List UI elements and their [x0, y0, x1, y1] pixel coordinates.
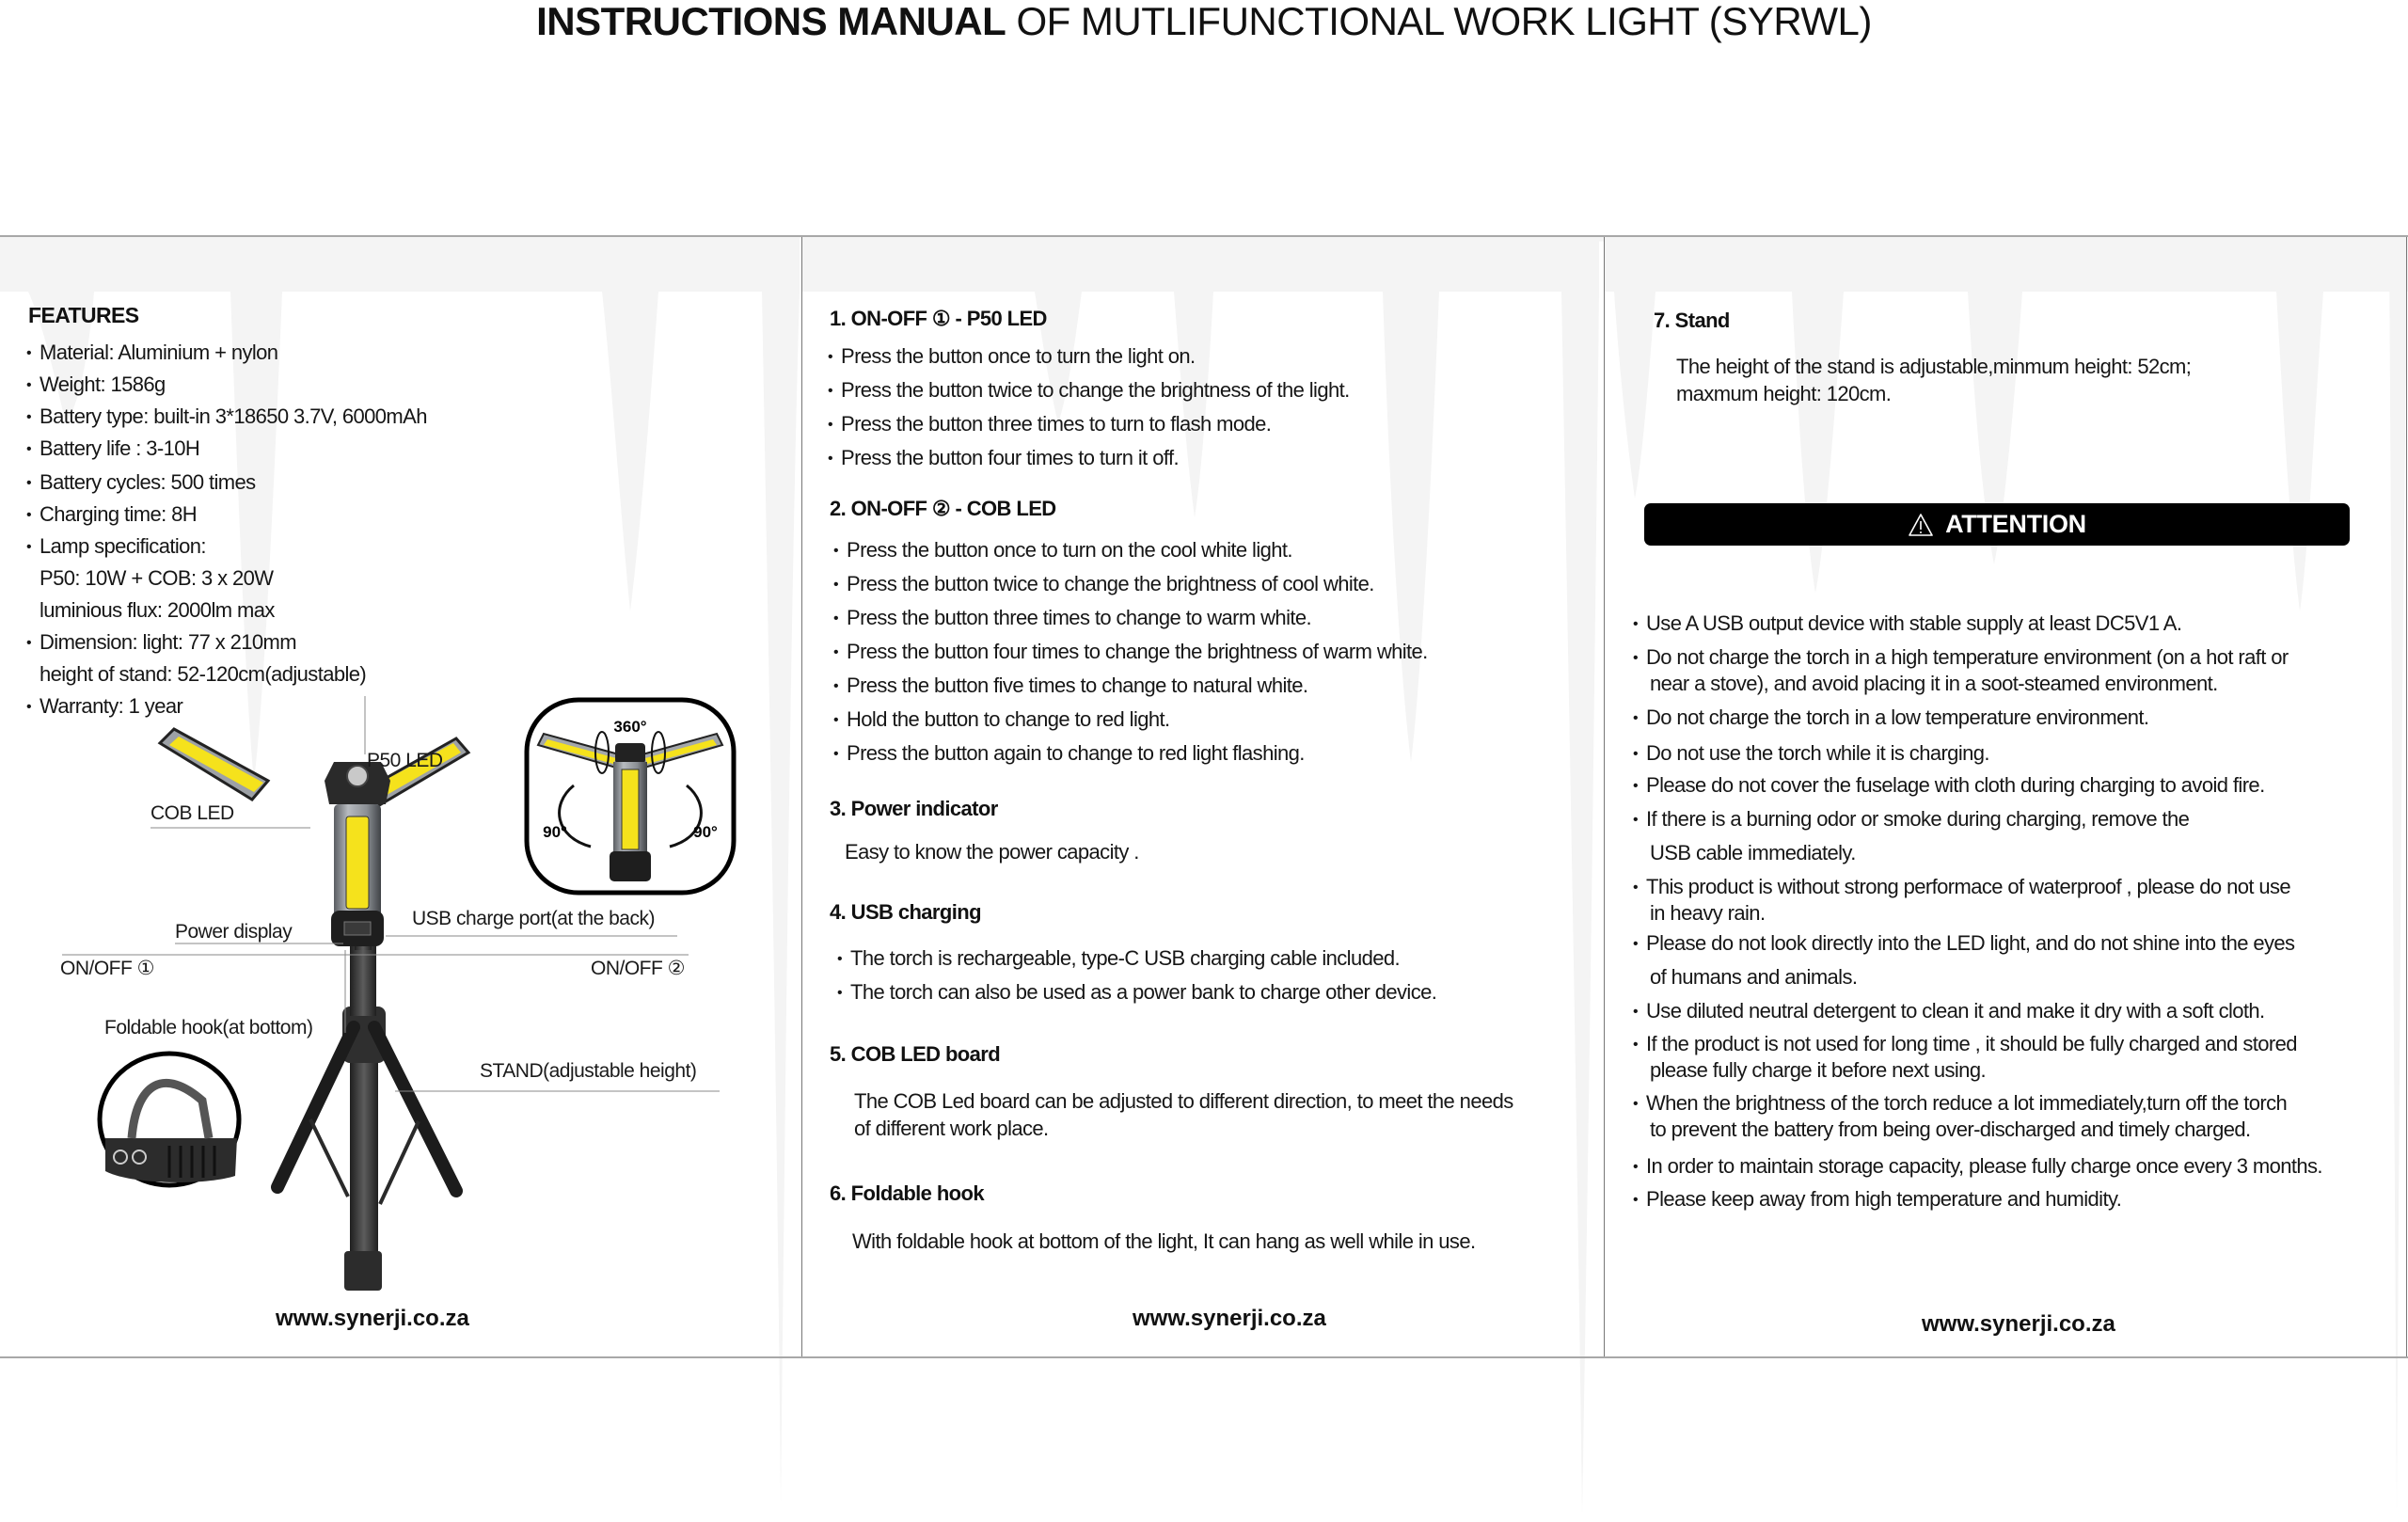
rotation-360-label: 360° [613, 718, 647, 736]
instruction-item: • Press the button four times to turn it off. [828, 446, 1179, 470]
features-heading: FEATURES [28, 303, 139, 327]
attention-item: • Do not use the torch while it is charging. [1633, 741, 1989, 766]
attention-banner [1644, 503, 2350, 546]
label-onoff-1: ON/OFF ① [60, 958, 154, 979]
instruction-item: • Hold the button to change to red light. [833, 707, 1170, 732]
rotation-inset [527, 700, 734, 893]
feature-item: • Charging time: 8H [26, 502, 197, 527]
feature-item: • Battery life : 3-10H [26, 436, 199, 461]
instruction-item: • Press the button twice to change the brightness of cool white. [833, 572, 1374, 596]
rotation-90-right-label: 90° [693, 823, 718, 841]
panel-divider-2 [1604, 237, 1605, 1356]
instruction-item: • The torch is rechargeable, type-C USB charging cable included. [837, 946, 1400, 971]
section-heading: 2. ON-OFF ② - COB LED [830, 497, 1056, 520]
attention-item: • This product is without strong performace of waterproof , please do not use [1633, 875, 2290, 899]
section-text: of different work place. [854, 1117, 1049, 1140]
section-heading: 3. Power indicator [830, 797, 998, 820]
warning-triangle-icon [1908, 513, 1934, 537]
bottom-border [0, 1356, 2408, 1358]
attention-item: • Please do not cover the fuselage with cloth during charging to avoid fire. [1633, 773, 2265, 798]
attention-item-continued: to prevent the battery from being over-discharged and timely charged. [1650, 1118, 2251, 1141]
panel-right-border [2406, 237, 2407, 1356]
instruction-item: • Press the button once to turn the light on. [828, 344, 1196, 369]
attention-item: • Use A USB output device with stable supply at least DC5V1 A. [1633, 611, 2181, 636]
footer-url-link[interactable]: www.synerji.co.za [1922, 1311, 2115, 1337]
attention-item: • If the product is not used for long time , it should be fully charged and stored [1633, 1032, 2297, 1056]
feature-item: • Weight: 1586g [26, 373, 166, 397]
label-cob-led: COB LED [150, 802, 234, 824]
attention-label: ATTENTION [1945, 510, 2086, 538]
section-heading: 7. Stand [1654, 309, 1730, 332]
attention-item-continued: of humans and animals. [1650, 965, 1858, 989]
top-border [0, 235, 2408, 237]
footer-url-link[interactable]: www.synerji.co.za [276, 1306, 469, 1331]
attention-item-continued: near a stove), and avoid placing it in a soot-steamed environment. [1650, 672, 2218, 695]
attention-item-continued: please fully charge it before next using. [1650, 1058, 1986, 1082]
instruction-item: • Press the button five times to change to natural white. [833, 674, 1307, 698]
label-foldable-hook: Foldable hook(at bottom) [104, 1017, 313, 1038]
feature-item: • Material: Aluminium + nylon [26, 341, 277, 365]
feature-item: • Warranty: 1 year [26, 694, 182, 719]
attention-item: • Please do not look directly into the LED light, and do not shine into the eyes [1633, 931, 2294, 956]
hook-inset [100, 1054, 239, 1185]
label-power-display: Power display [175, 921, 293, 943]
section-heading: 4. USB charging [830, 900, 981, 924]
attention-item: • Do not charge the torch in a low temperature environment. [1633, 706, 2148, 730]
attention-item: • Use diluted neutral detergent to clean it and make it dry with a soft cloth. [1633, 999, 2265, 1023]
footer-url-link[interactable]: www.synerji.co.za [1133, 1306, 1326, 1331]
label-p50-led: P50 LED [367, 750, 443, 771]
label-onoff-2: ON/OFF ② [591, 958, 685, 979]
label-stand: STAND(adjustable height) [480, 1060, 697, 1082]
section-text: With foldable hook at bottom of the light, It can hang as well while in use. [852, 1229, 1476, 1253]
feature-item-continued: luminious flux: 2000lm max [40, 598, 275, 622]
instruction-item: • Press the button four times to change the brightness of warm white. [833, 640, 1428, 664]
instruction-item: • Press the button three times to turn to flash mode. [828, 412, 1271, 436]
panel-divider-1 [801, 237, 802, 1356]
section-text: The COB Led board can be adjusted to different direction, to meet the needs [854, 1089, 1513, 1113]
rotation-90-left-label: 90° [543, 823, 567, 841]
section-heading: 5. COB LED board [830, 1042, 1001, 1066]
feature-item: • Lamp specification: [26, 534, 206, 559]
section-text: maxmum height: 120cm. [1676, 382, 1892, 405]
feature-item-continued: height of stand: 52-120cm(adjustable) [40, 662, 367, 686]
section-text: Easy to know the power capacity . [845, 840, 1139, 864]
section-heading: 1. ON-OFF ① - P50 LED [830, 307, 1047, 330]
instruction-item: • Press the button once to turn on the cool white light. [833, 538, 1292, 563]
instruction-item: • The torch can also be used as a power bank to charge other device. [837, 980, 1436, 1005]
attention-item: • When the brightness of the torch reduce a lot immediately,turn off the torch [1633, 1091, 2287, 1116]
section-heading: 6. Foldable hook [830, 1181, 984, 1205]
attention-item: • Do not charge the torch in a high temperature environment (on a hot raft or [1633, 645, 2289, 670]
feature-item: • Dimension: light: 77 x 210mm [26, 630, 296, 655]
instruction-item: • Press the button three times to change to warm white. [833, 606, 1311, 630]
label-usb-port: USB charge port(at the back) [412, 908, 655, 929]
instruction-item: • Press the button again to change to red light flashing. [833, 741, 1305, 766]
title-bold: INSTRUCTIONS MANUAL [536, 0, 1006, 43]
section-text: The height of the stand is adjustable,minmum height: 52cm; [1676, 355, 2192, 378]
instruction-item: • Press the button twice to change the brightness of the light. [828, 378, 1350, 403]
feature-item: • Battery type: built-in 3*18650 3.7V, 6000mAh [26, 404, 427, 429]
attention-item: • In order to maintain storage capacity, please fully charge once every 3 months. [1633, 1154, 2322, 1179]
feature-item: • Battery cycles: 500 times [26, 470, 256, 495]
title-rest: OF MUTLIFUNCTIONAL WORK LIGHT (SYRWL) [1016, 0, 1872, 43]
attention-item-continued: USB cable immediately. [1650, 841, 1856, 864]
attention-item: • If there is a burning odor or smoke during charging, remove the [1633, 807, 2189, 832]
feature-item-continued: P50: 10W + COB: 3 x 20W [40, 566, 274, 590]
attention-item: • Please keep away from high temperature and humidity. [1633, 1187, 2121, 1212]
product-diagram [0, 696, 800, 1298]
attention-item-continued: in heavy rain. [1650, 901, 1766, 925]
page-title [0, 0, 2408, 45]
